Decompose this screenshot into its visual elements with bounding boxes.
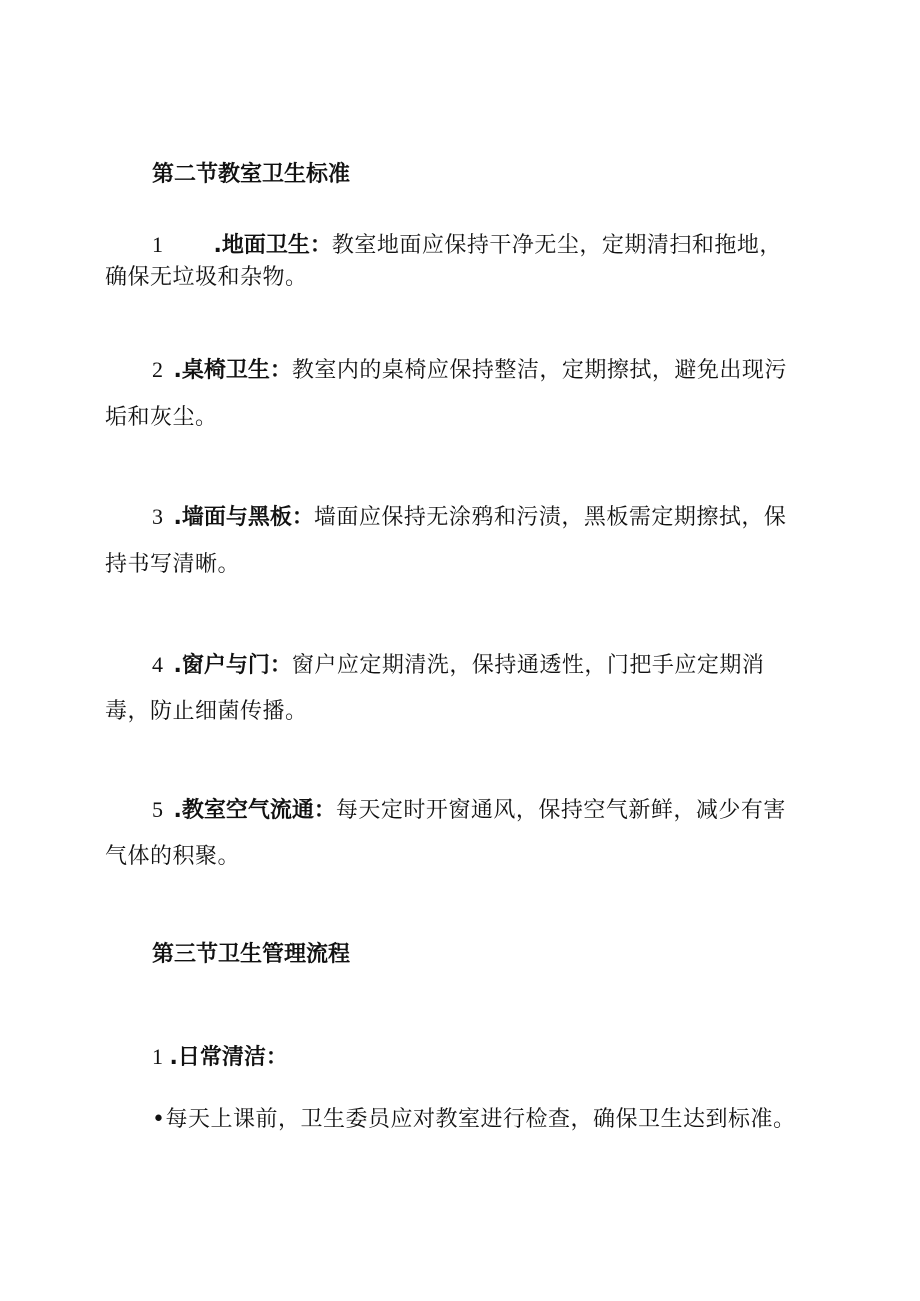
section-2-item-5 [152, 795, 786, 826]
section-2-title: 第二节教室卫生标准 [152, 162, 351, 187]
item-text-line-1: 教室内的桌椅应保持整洁，定期擦拭，避免出现污 [291, 358, 787, 383]
bullet-item: •每天上课前，卫生委员应对教室进行检查，确保卫生达到标准。 [152, 1107, 796, 1132]
item-number: 4 [152, 652, 164, 677]
item-text-line-2: 垢和灰尘。 [105, 405, 218, 430]
item-number: 3 [152, 504, 164, 529]
section-2-item-3 [152, 502, 786, 533]
section-2-item-1 [152, 230, 782, 261]
item-text-line-1: 墙面应保持无涂鸦和污渍，黑板需定期擦拭，保 [313, 505, 787, 530]
item-label: .桌椅卫生： [173, 358, 292, 383]
item-text-line-2: 毒，防止细菌传播。 [105, 699, 308, 724]
item-label: .教室空气流通： [173, 798, 336, 823]
item-text-line-1: 窗户应定期清洗，保持通透性，门把手应定期消 [291, 653, 765, 678]
item-text-line-2: 持书写清晰。 [105, 552, 241, 577]
item-number: 1 [152, 232, 164, 257]
item-number: 1 [152, 1044, 164, 1069]
section-2-item-4 [152, 650, 764, 681]
item-label: .墙面与黑板： [173, 505, 314, 530]
item-label: .窗户与门： [173, 653, 292, 678]
item-text-line-2: 确保无垃圾和杂物。 [105, 265, 308, 290]
item-number: 2 [152, 357, 164, 382]
item-text-line-1: 每天定时开窗通风，保持空气新鲜，减少有害 [335, 798, 786, 823]
section-3-title: 第三节卫生管理流程 [152, 942, 351, 967]
item-number: 5 [152, 797, 164, 822]
section-2-item-2 [152, 355, 787, 386]
item-text-line-2: 气体的积聚。 [105, 844, 241, 869]
item-label: .日常清洁： [169, 1045, 288, 1070]
item-text-line-1: 教室地面应保持干净无尘，定期清扫和拖地， [331, 233, 782, 258]
item-label: .地面卫生： [213, 233, 332, 258]
section-3-item-1 [152, 1042, 288, 1073]
